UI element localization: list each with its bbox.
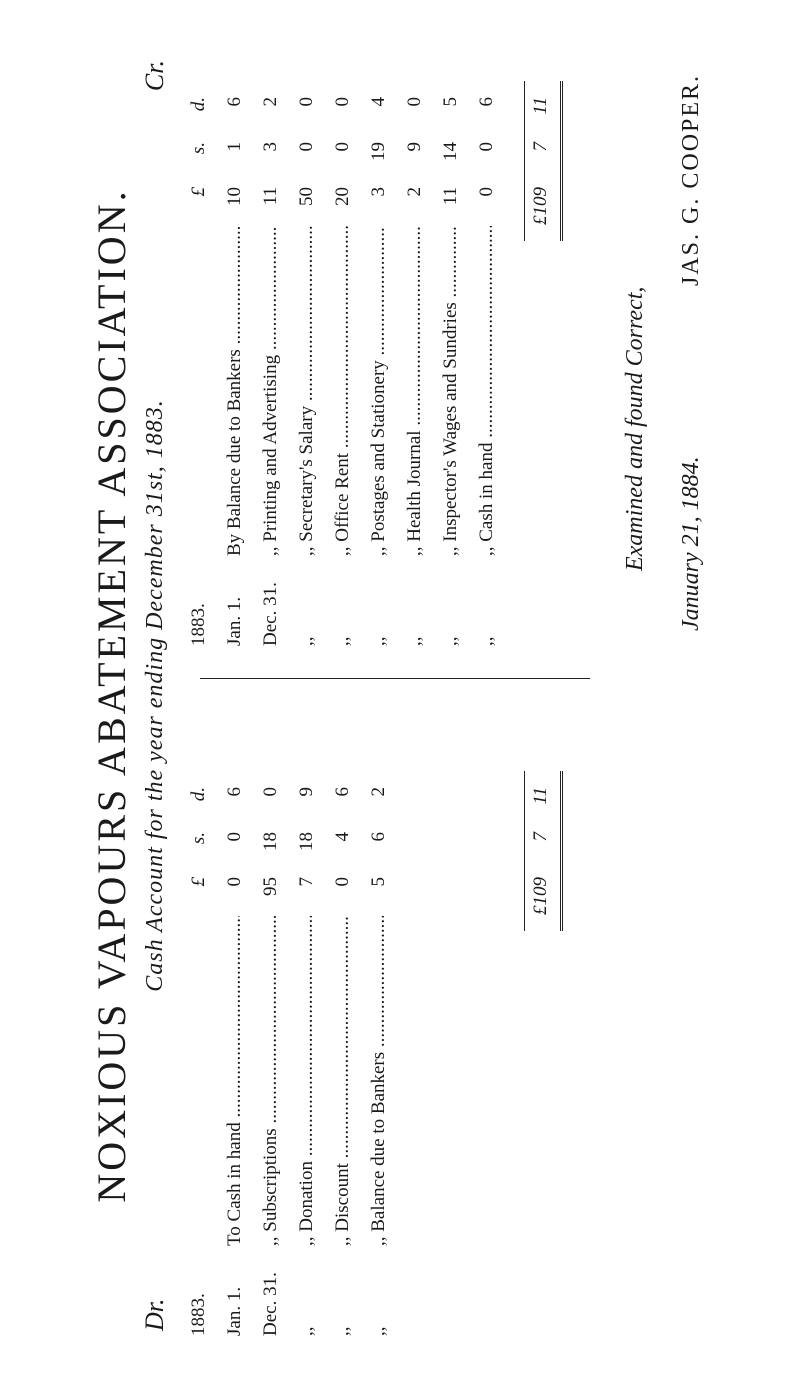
entry-pounds: 11 [260,187,281,206]
entry-shillings: 19 [368,142,389,161]
entry-date: Jan. 1. [224,596,245,646]
credit-entry [296,56,332,646]
entry-description: ,, Postages and Stationery ..... [368,226,390,556]
credit-entry [332,56,368,646]
debit-entry [368,746,404,1336]
entry-shillings: 0 [296,142,317,152]
debit-header-row [188,746,224,1336]
total-pence: 11 [530,97,551,115]
entry-date: ,, [332,1326,353,1336]
debit-entry [296,746,332,1336]
credit-entry [476,56,512,646]
entry-date: ,, [296,636,317,646]
entry-description: ,, Donation ..... [296,916,318,1246]
entry-pounds: 5 [368,877,389,887]
debit-total-row [530,746,566,1336]
entry-description: ,, Cash in hand ..... [476,226,498,556]
document-title: NOXIOUS VAPOURS ABATEMENT ASSOCIATION. [89,188,134,1203]
column-divider [200,678,590,679]
credit-year: 1883. [188,603,209,646]
entry-shillings: 0 [332,142,353,152]
credit-header-row [188,56,224,646]
credit-entry [440,56,476,646]
debit-entry [332,746,368,1336]
entry-description: ,, Balance due to Bankers ..... [368,916,390,1246]
credit-entry [224,56,260,646]
entry-shillings: 6 [368,832,389,842]
credit-entry [368,56,404,646]
total-pounds: £109 [530,877,551,915]
entry-pounds: 0 [224,877,245,887]
entry-description: ,, Subscriptions ..... [260,916,282,1246]
debit-entry [224,746,260,1336]
entry-description: ,, Health Journal ..... [404,226,426,556]
entry-pence: 0 [332,97,353,107]
entry-date: ,, [332,636,353,646]
entry-date: ,, [440,636,461,646]
entry-shillings: 3 [260,142,281,152]
credit-label: Cr. [140,60,169,92]
pounds-header: £ [188,187,209,197]
debit-entry [260,746,296,1336]
entry-shillings: 0 [224,832,245,842]
pence-header: d. [188,787,209,802]
entry-description: ,, Printing and Advertising ..... [260,226,282,556]
entry-pence: 6 [224,97,245,107]
entry-date: Jan. 1. [224,1286,245,1336]
total-shillings: 7 [530,142,551,152]
entry-pounds: 7 [296,877,317,887]
entry-pence: 0 [260,787,281,797]
entry-pounds: 0 [476,187,497,197]
entry-pence: 6 [224,787,245,797]
entry-description: ,, Office Rent ..... [332,226,354,556]
entry-pounds: 0 [332,877,353,887]
entry-pence: 2 [260,97,281,107]
entry-pence: 0 [296,97,317,107]
total-rule [524,81,525,241]
entry-pounds: 20 [332,187,353,206]
entry-pounds: 50 [296,187,317,206]
credit-entry [404,56,440,646]
entry-shillings: 9 [404,142,425,152]
entry-date: Dec. 31. [260,1272,281,1336]
total-pence: 11 [530,787,551,805]
pounds-header: £ [188,877,209,887]
examined-date: January 21, 1884. [678,456,704,631]
entry-pence: 6 [332,787,353,797]
entry-date: ,, [296,1326,317,1336]
entry-shillings: 18 [260,832,281,851]
pence-header: d. [188,97,209,112]
entry-pence: 5 [440,97,461,107]
credit-column [188,56,566,646]
entry-pounds: 2 [404,187,425,197]
entry-pence: 2 [368,787,389,797]
debit-column [188,746,566,1336]
document-subtitle: Cash Account for the year ending December 31st, 1883. [142,399,168,992]
debit-label: Dr. [140,1298,169,1331]
entry-shillings: 18 [296,832,317,851]
entry-pounds: 11 [440,187,461,206]
total-double-rule [560,771,563,931]
entry-pence: 0 [404,97,425,107]
shillings-header: s. [188,142,209,155]
entry-pounds: 95 [260,877,281,896]
total-rule [524,771,525,931]
entry-pence: 4 [368,97,389,107]
entry-date: ,, [368,1326,389,1336]
auditor-name: JAS. G. COOPER. [678,73,704,286]
total-double-rule [560,81,563,241]
debit-year: 1883. [188,1293,209,1336]
examined-note: Examined and found Correct, [622,286,648,571]
entry-description: By Balance due to Bankers ..... [224,226,246,556]
entry-description: ,, Secretary's Salary ..... [296,226,318,556]
entry-description: ,, Discount ..... [332,916,354,1246]
entry-date: ,, [368,636,389,646]
entry-shillings: 0 [476,142,497,152]
entry-pence: 6 [476,97,497,107]
shillings-header: s. [188,832,209,845]
credit-entry [260,56,296,646]
entry-date: ,, [404,636,425,646]
entry-pence: 9 [296,787,317,797]
entry-date: Dec. 31. [260,582,281,646]
total-pounds: £109 [530,187,551,225]
entry-pounds: 3 [368,187,389,197]
entry-shillings: 1 [224,142,245,152]
entry-description: To Cash in hand ..... [224,916,246,1246]
entry-shillings: 14 [440,142,461,161]
entry-pounds: 10 [224,187,245,206]
credit-total-row [530,56,566,646]
entry-description: ,, Inspector's Wages and Sundries ..... [440,226,462,556]
entry-shillings: 4 [332,832,353,842]
entry-date: ,, [476,636,497,646]
total-shillings: 7 [530,832,551,842]
